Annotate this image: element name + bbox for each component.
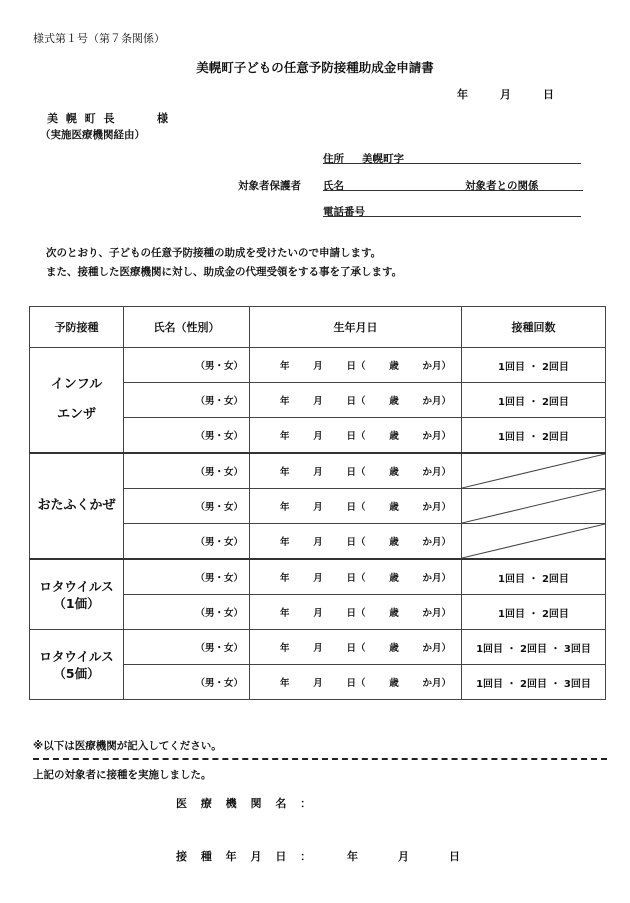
vaccine-mumps: おたふくかぜ [30,453,124,559]
dose-cell[interactable]: 1回目 ・ 2回目 [462,559,606,595]
name-sex-cell[interactable]: （男・女） [124,383,250,418]
date-year-label: 年 [457,88,468,101]
date-month-label: 月 [500,88,511,101]
vaccine-influenza: インフル エンザ [30,348,124,454]
vaccination-date-label: 接 種 年 月 日 ： [176,850,317,863]
statement-line-2: また、接種した医療機関に対し、助成金の代理受領をする事を了承します。 [46,266,403,278]
phone-field[interactable] [323,216,581,217]
dose-cell-not-applicable [462,524,606,560]
vaccine-rotavirus-5: ロタウイルス （5価） [30,630,124,700]
form-number: 様式第１号（第７条関係） [33,32,165,45]
name-sex-cell[interactable]: （男・女） [124,453,250,489]
name-sex-cell[interactable]: （男・女） [124,559,250,595]
date-day-label: 日 [543,88,554,101]
addressee-honorific: 様 [157,112,168,125]
form-title: 美幌町子どもの任意予防接種助成金申請書 [196,60,434,75]
relation-label: 対象者との関係 [465,180,539,192]
phone-label: 電話番号 [323,206,365,218]
medical-note: ※以下は医療機関が記入してください。 [33,740,222,752]
dose-cell[interactable]: 1回目 ・ 2回目 [462,383,606,418]
birthdate-cell[interactable]: 年 月 日（ 歳 か月） [250,383,462,418]
vaccination-table [29,306,606,700]
birthdate-cell[interactable]: 年 月 日（ 歳 か月） [250,524,462,560]
birthdate-cell[interactable]: 年 月 日（ 歳 か月） [250,559,462,595]
name-sex-cell[interactable]: （男・女） [124,348,250,383]
guardian-role-label: 対象者保護者 [238,180,301,192]
birthdate-cell[interactable]: 年 月 日（ 歳 か月） [250,630,462,665]
header-birthdate: 生年月日 [250,307,462,348]
via-medical-institution: （実施医療機関経由） [40,129,145,141]
address-label: 住所 [323,153,344,165]
name-relation-field[interactable] [323,190,583,191]
birthdate-cell[interactable]: 年 月 日（ 歳 か月） [250,418,462,454]
header-vaccine: 予防接種 [30,307,124,348]
birthdate-cell[interactable]: 年 月 日（ 歳 か月） [250,453,462,489]
name-sex-cell[interactable]: （男・女） [124,595,250,630]
dose-cell[interactable]: 1回目 ・ 2回目 ・ 3回目 [462,630,606,665]
dose-cell-not-applicable [462,489,606,524]
dose-cell-not-applicable [462,453,606,489]
vaccination-done-statement: 上記の対象者に接種を実施しました。 [33,769,212,781]
name-label: 氏名 [323,180,344,192]
birthdate-cell[interactable]: 年 月 日（ 歳 か月） [250,348,462,383]
facility-name-label: 医 療 機 関 名 ： [176,797,317,810]
birthdate-cell[interactable]: 年 月 日（ 歳 か月） [250,595,462,630]
name-sex-cell[interactable]: （男・女） [124,418,250,454]
vaccination-month-label: 月 [398,850,409,863]
name-sex-cell[interactable]: （男・女） [124,665,250,700]
dose-cell[interactable]: 1回目 ・ 2回目 [462,595,606,630]
birthdate-cell[interactable]: 年 月 日（ 歳 か月） [250,665,462,700]
vaccination-year-label: 年 [347,850,358,863]
address-field[interactable] [323,163,581,164]
statement-line-1: 次のとおり、子どもの任意予防接種の助成を受けたいので申請します。 [46,247,382,259]
cut-line-divider [33,758,607,760]
mayor-addressee: 美 幌 町 長 [47,112,117,125]
dose-cell[interactable]: 1回目 ・ 2回目 [462,348,606,383]
name-sex-cell[interactable]: （男・女） [124,630,250,665]
vaccination-day-label: 日 [449,850,460,863]
dose-cell[interactable]: 1回目 ・ 2回目 [462,418,606,454]
vaccine-rotavirus-1: ロタウイルス （1価） [30,559,124,630]
name-sex-cell[interactable]: （男・女） [124,489,250,524]
dose-cell[interactable]: 1回目 ・ 2回目 ・ 3回目 [462,665,606,700]
header-dose-count: 接種回数 [462,307,606,348]
header-name-sex: 氏名（性別） [124,307,250,348]
name-sex-cell[interactable]: （男・女） [124,524,250,560]
birthdate-cell[interactable]: 年 月 日（ 歳 か月） [250,489,462,524]
address-prefix: 美幌町字 [362,153,404,165]
